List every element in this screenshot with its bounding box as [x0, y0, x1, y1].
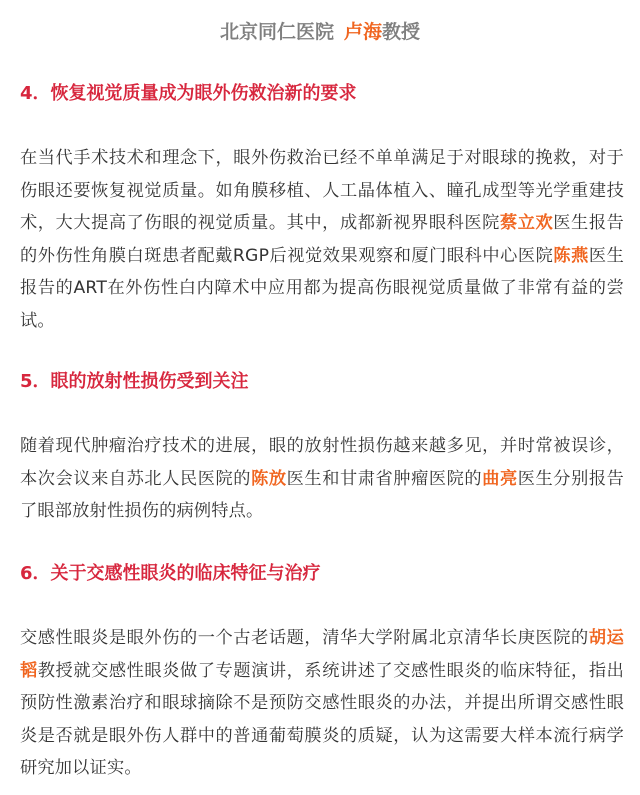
- page-header: [20, 0, 620, 47]
- section-5-text-2: 医生和甘肃省肿瘤医院的: [286, 468, 483, 489]
- section-6-text-2: 教授就交感性眼炎做了专题演讲，系统讲述了交感性眼炎的临床特征，指出预防性激素治疗和眼球摘除不是预防交感性眼炎的办法，并提出所谓交感性眼炎是否就是眼外伤人群中的普通葡萄膜炎的质疑，认为这需要大样本流行病学研究加以证实。: [20, 660, 624, 778]
- section-4-paragraph: [20, 142, 624, 337]
- header-doctor-title: 教授: [382, 21, 421, 43]
- section-4-highlight-name-2: 陈燕: [553, 245, 589, 266]
- header-doctor-name: 卢海: [343, 21, 382, 43]
- section-4-text-3: 医生报告的ART在外伤性白内障术中应用都为提高伤眼视觉质量做了非常有益的尝试。: [20, 245, 625, 331]
- header-hospital: 北京同仁医院: [219, 21, 334, 43]
- section-5-text-3: 医生分别报告了眼部放射性损伤的病例特点。: [20, 468, 625, 521]
- section-4-highlight-name-1: 蔡立欢: [499, 213, 554, 233]
- section-5-title: 5．眼的放射性损伤受到关注: [20, 371, 249, 392]
- section-5-paragraph: [20, 430, 624, 528]
- section-4-text-2: 医生报告的外伤性角膜白斑患者配戴RGP后视觉效果观察和厦门眼科中心医院: [20, 213, 624, 266]
- section-6-text-1: 交感性眼炎是眼外伤的一个古老话题，清华大学附属北京清华长庚医院的: [20, 628, 589, 648]
- section-5-highlight-name-1: 陈放: [251, 468, 287, 489]
- section-6-title: 6．关于交感性眼炎的临床特征与治疗: [20, 563, 321, 584]
- section-6-highlight-name-1: 胡运韬: [20, 628, 624, 681]
- section-6-paragraph: [20, 622, 624, 785]
- section-4-title: 4．恢复视觉质量成为眼外伤救治新的要求: [20, 83, 357, 104]
- section-5-text-1: 随着现代肿瘤治疗技术的进展，眼的放射性损伤越来越多见，并时常被误诊，本次会议来自苏北人民医院的: [20, 436, 624, 489]
- section-4-text-1: 在当代手术技术和理念下，眼外伤救治已经不单单满足于对眼球的挽救，对于伤眼还要恢复视觉质量。如角膜移植、人工晶体植入、瞳孔成型等光学重建技术，大大提高了伤眼的视觉质量。其中，成都新视界眼科医院: [20, 148, 624, 233]
- section-5-highlight-name-2: 曲亮: [482, 468, 518, 489]
